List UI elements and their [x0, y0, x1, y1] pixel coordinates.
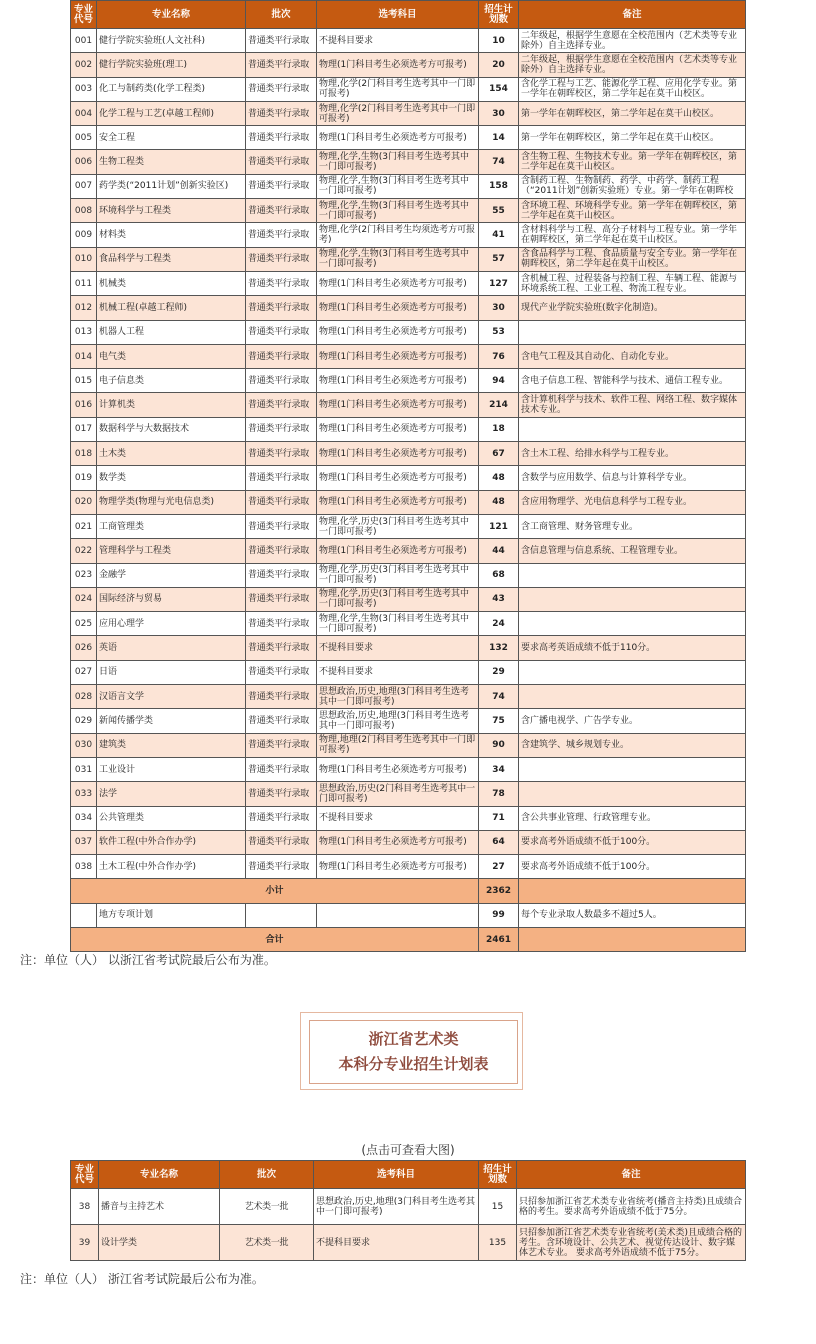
remark-cell — [519, 320, 746, 344]
subject-requirement-cell: 物理(1门科目考生必须选考方可报考) — [317, 344, 479, 368]
plan-count-cell: 48 — [479, 490, 519, 514]
major-name-cell: 公共管理类 — [97, 806, 246, 830]
total-label: 合计 — [71, 927, 479, 951]
plan-count-cell: 44 — [479, 539, 519, 563]
major-name-cell: 机械工程(卓越工程师) — [97, 296, 246, 320]
remark-cell: 第一学年在朝晖校区，第二学年起在莫干山校区。 — [519, 101, 746, 125]
remark-cell — [519, 879, 746, 903]
batch-cell: 普通类平行录取 — [246, 29, 317, 53]
remark-cell: 含工商管理、财务管理专业。 — [519, 514, 746, 538]
header-plan-count: 招生计划数 — [479, 1, 519, 29]
table-row — [71, 757, 746, 781]
major-name-cell: 国际经济与贸易 — [97, 587, 246, 611]
subject-requirement-cell: 不提科目要求 — [317, 660, 479, 684]
major-name-cell: 电气类 — [97, 344, 246, 368]
subject-requirement-cell: 物理,化学(2门科目考生选考其中一门即可报考) — [317, 77, 479, 101]
remark-cell — [519, 782, 746, 806]
plan-count-cell: 14 — [479, 126, 519, 150]
remark-cell — [519, 757, 746, 781]
major-name-cell: 法学 — [97, 782, 246, 806]
remark-cell: 第一学年在朝晖校区，第二学年起在莫干山校区。 — [519, 126, 746, 150]
major-code-cell: 009 — [71, 223, 97, 247]
table-row — [71, 514, 746, 538]
header-remark: 备注 — [517, 1161, 746, 1189]
plan-count-cell: 75 — [479, 709, 519, 733]
header-major-code: 专业代号 — [71, 1, 97, 29]
major-code-cell: 024 — [71, 587, 97, 611]
plan-count-cell: 71 — [479, 806, 519, 830]
major-code-cell: 023 — [71, 563, 97, 587]
subject-requirement-cell: 物理,地理(2门科目考生选考其中一门即可报考) — [317, 733, 479, 757]
subject-requirement-cell: 物理,化学(2门科目考生均须选考方可报考) — [317, 223, 479, 247]
local-plan-count: 99 — [479, 903, 519, 927]
plan-count-cell: 29 — [479, 660, 519, 684]
table-row — [71, 636, 746, 660]
major-name-cell: 管理科学与工程类 — [97, 539, 246, 563]
plan-count-cell: 135 — [479, 1225, 517, 1261]
subject-requirement-cell: 思想政治,历史(2门科目考生选考其中一门即可报考) — [317, 782, 479, 806]
table-row — [71, 806, 746, 830]
major-code-cell: 38 — [71, 1189, 99, 1225]
remark-cell: 含广播电视学、广告学专业。 — [519, 709, 746, 733]
table-row — [71, 271, 746, 295]
plan-count-cell: 43 — [479, 587, 519, 611]
batch-cell: 普通类平行录取 — [246, 296, 317, 320]
major-name-cell: 药学类(“2011计划”创新实验区) — [97, 174, 246, 198]
major-name-cell: 建筑类 — [97, 733, 246, 757]
batch-cell: 普通类平行录取 — [246, 660, 317, 684]
major-name-cell: 健行学院实验班(人文社科) — [97, 29, 246, 53]
major-name-cell: 健行学院实验班(理工) — [97, 53, 246, 77]
subject-requirement-cell: 物理(1门科目考生必须选考方可报考) — [317, 442, 479, 466]
major-code-cell: 034 — [71, 806, 97, 830]
plan-count-cell: 15 — [479, 1189, 517, 1225]
subject-requirement-cell: 物理(1门科目考生必须选考方可报考) — [317, 539, 479, 563]
remark-cell — [519, 685, 746, 709]
plan-count-cell: 154 — [479, 77, 519, 101]
batch-cell: 普通类平行录取 — [246, 733, 317, 757]
subject-requirement-cell: 不提科目要求 — [314, 1225, 479, 1261]
major-code-cell: 004 — [71, 101, 97, 125]
batch-cell: 普通类平行录取 — [246, 490, 317, 514]
header-major-code: 专业代号 — [71, 1161, 99, 1189]
table-row — [71, 247, 746, 271]
note-unit-art: 注：单位（人） 浙江省考试院最后公布为准。 — [20, 1272, 264, 1286]
remark-cell: 要求高考外语成绩不低于100分。 — [519, 855, 746, 879]
major-code-cell: 025 — [71, 612, 97, 636]
major-name-cell: 机械类 — [97, 271, 246, 295]
major-code-cell: 021 — [71, 514, 97, 538]
subject-requirement-cell: 物理(1门科目考生必须选考方可报考) — [317, 757, 479, 781]
major-name-cell: 应用心理学 — [97, 612, 246, 636]
remark-cell: 含食品科学与工程、食品质量与安全专业。第一学年在朝晖校区，第二学年起在莫干山校区。 — [519, 247, 746, 271]
major-name-cell: 播音与主持艺术 — [99, 1189, 220, 1225]
batch-cell: 普通类平行录取 — [246, 126, 317, 150]
major-name-cell: 日语 — [97, 660, 246, 684]
major-code-cell: 017 — [71, 417, 97, 441]
major-code-cell: 014 — [71, 344, 97, 368]
batch-cell: 普通类平行录取 — [246, 247, 317, 271]
remark-cell: 含信息管理与信息系统、工程管理专业。 — [519, 539, 746, 563]
major-name-cell: 金融学 — [97, 563, 246, 587]
table-row — [71, 855, 746, 879]
remark-cell: 要求高考英语成绩不低于110分。 — [519, 636, 746, 660]
plan-count-cell: 18 — [479, 417, 519, 441]
major-code-cell: 038 — [71, 855, 97, 879]
plan-count-cell: 27 — [479, 855, 519, 879]
art-enrollment-plan-table[interactable] — [70, 1160, 746, 1261]
table-row — [71, 709, 746, 733]
major-code-cell: 39 — [71, 1225, 99, 1261]
remark-cell: 含制药工程、生物制药、药学、中药学、制药工程（“2011计划”创新实验班）专业。第一学年在朝晖校 — [519, 174, 746, 198]
major-code-cell: 022 — [71, 539, 97, 563]
batch-cell — [246, 903, 317, 927]
subject-requirement-cell — [317, 903, 479, 927]
plan-count-cell: 121 — [479, 514, 519, 538]
major-name-cell: 物理学类(物理与光电信息类) — [97, 490, 246, 514]
major-name-cell: 生物工程类 — [97, 150, 246, 174]
batch-cell: 艺术类一批 — [220, 1189, 314, 1225]
table-header-row — [71, 1161, 746, 1189]
plan-count-cell: 30 — [479, 101, 519, 125]
subject-requirement-cell: 物理,化学(2门科目考生选考其中一门即可报考) — [317, 101, 479, 125]
remark-cell: 含建筑学、城乡规划专业。 — [519, 733, 746, 757]
batch-cell: 普通类平行录取 — [246, 563, 317, 587]
subject-requirement-cell: 不提科目要求 — [317, 636, 479, 660]
subject-requirement-cell: 思想政治,历史,地理(3门科目考生选考其中一门即可报考) — [314, 1189, 479, 1225]
subject-requirement-cell: 物理,化学,生物(3门科目考生选考其中一门即可报考) — [317, 612, 479, 636]
art-section-title-box — [300, 1012, 523, 1090]
batch-cell: 普通类平行录取 — [246, 369, 317, 393]
plan-count-cell: 55 — [479, 199, 519, 223]
header-major-name: 专业名称 — [99, 1161, 220, 1189]
batch-cell: 普通类平行录取 — [246, 636, 317, 660]
major-name-cell: 化学工程与工艺(卓越工程师) — [97, 101, 246, 125]
table-row — [71, 223, 746, 247]
plan-count-cell: 68 — [479, 563, 519, 587]
subject-requirement-cell: 物理,化学,历史(3门科目考生选考其中一门即可报考) — [317, 587, 479, 611]
plan-count-cell: 90 — [479, 733, 519, 757]
art-title-line2: 本科分专业招生计划表 — [338, 1055, 489, 1073]
major-name-cell: 计算机类 — [97, 393, 246, 417]
batch-cell: 普通类平行录取 — [246, 514, 317, 538]
batch-cell: 普通类平行录取 — [246, 709, 317, 733]
subject-requirement-cell: 物理(1门科目考生必须选考方可报考) — [317, 271, 479, 295]
subtotal-label: 小计 — [71, 879, 479, 903]
batch-cell: 普通类平行录取 — [246, 77, 317, 101]
plan-count-cell: 76 — [479, 344, 519, 368]
subject-requirement-cell: 物理,化学,历史(3门科目考生选考其中一门即可报考) — [317, 563, 479, 587]
batch-cell: 艺术类一批 — [220, 1225, 314, 1261]
table-row — [71, 587, 746, 611]
remark-cell: 含计算机科学与技术、软件工程、网络工程、数字媒体技术专业。 — [519, 393, 746, 417]
batch-cell: 普通类平行录取 — [246, 782, 317, 806]
table-row — [71, 539, 746, 563]
plan-count-cell: 48 — [479, 466, 519, 490]
major-name-cell: 机器人工程 — [97, 320, 246, 344]
subject-requirement-cell: 物理,化学,生物(3门科目考生选考其中一门即可报考) — [317, 150, 479, 174]
batch-cell: 普通类平行录取 — [246, 150, 317, 174]
major-code-cell: 002 — [71, 53, 97, 77]
subject-requirement-cell: 物理(1门科目考生必须选考方可报考) — [317, 830, 479, 854]
remark-cell — [519, 417, 746, 441]
major-name-cell: 软件工程(中外合作办学) — [97, 830, 246, 854]
remark-cell: 含电子信息工程、智能科学与技术、通信工程专业。 — [519, 369, 746, 393]
major-code-cell: 007 — [71, 174, 97, 198]
major-code-cell: 012 — [71, 296, 97, 320]
plan-count-cell: 127 — [479, 271, 519, 295]
major-code-cell — [71, 903, 97, 927]
header-batch: 批次 — [246, 1, 317, 29]
major-name-cell: 工商管理类 — [97, 514, 246, 538]
major-name-cell: 工业设计 — [97, 757, 246, 781]
table-row — [71, 296, 746, 320]
plan-count-cell: 30 — [479, 296, 519, 320]
major-name-cell: 英语 — [97, 636, 246, 660]
subtotal-row — [71, 879, 746, 903]
major-code-cell: 003 — [71, 77, 97, 101]
major-name-cell: 设计学类 — [99, 1225, 220, 1261]
batch-cell: 普通类平行录取 — [246, 271, 317, 295]
major-code-cell: 006 — [71, 150, 97, 174]
major-name-cell: 食品科学与工程类 — [97, 247, 246, 271]
major-code-cell: 020 — [71, 490, 97, 514]
batch-cell: 普通类平行录取 — [246, 223, 317, 247]
major-code-cell: 001 — [71, 29, 97, 53]
header-batch: 批次 — [220, 1161, 314, 1189]
major-code-cell: 027 — [71, 660, 97, 684]
major-name-cell: 土木类 — [97, 442, 246, 466]
subject-requirement-cell: 物理(1门科目考生必须选考方可报考) — [317, 417, 479, 441]
table-row — [71, 830, 746, 854]
batch-cell: 普通类平行录取 — [246, 466, 317, 490]
table-row — [71, 53, 746, 77]
batch-cell: 普通类平行录取 — [246, 320, 317, 344]
table-row — [71, 733, 746, 757]
header-remark: 备注 — [519, 1, 746, 29]
table-row — [71, 150, 746, 174]
remark-cell — [519, 587, 746, 611]
batch-cell: 普通类平行录取 — [246, 539, 317, 563]
remark-cell: 含数学与应用数学、信息与计算科学专业。 — [519, 466, 746, 490]
major-name-cell: 汉语言文学 — [97, 685, 246, 709]
remark-cell — [519, 563, 746, 587]
table-row — [71, 1225, 746, 1261]
major-code-cell: 005 — [71, 126, 97, 150]
remark-cell: 二年级起，根据学生意愿在全校范围内（艺术类等专业除外）自主选择专业。 — [519, 53, 746, 77]
remark-cell: 含电气工程及其自动化、自动化专业。 — [519, 344, 746, 368]
remark-cell — [519, 927, 746, 951]
major-code-cell: 015 — [71, 369, 97, 393]
major-code-cell: 010 — [71, 247, 97, 271]
plan-count-cell: 34 — [479, 757, 519, 781]
remark-cell: 二年级起，根据学生意愿在全校范围内（艺术类等专业除外）自主选择专业。 — [519, 29, 746, 53]
remark-cell: 要求高考外语成绩不低于100分。 — [519, 830, 746, 854]
subject-requirement-cell: 物理(1门科目考生必须选考方可报考) — [317, 296, 479, 320]
batch-cell: 普通类平行录取 — [246, 442, 317, 466]
subject-requirement-cell: 物理(1门科目考生必须选考方可报考) — [317, 466, 479, 490]
table-row — [71, 442, 746, 466]
major-name-cell: 化工与制药类(化学工程类) — [97, 77, 246, 101]
table-row — [71, 320, 746, 344]
table-row — [71, 174, 746, 198]
batch-cell: 普通类平行录取 — [246, 806, 317, 830]
table-row — [71, 29, 746, 53]
plan-count-cell: 74 — [479, 150, 519, 174]
subject-requirement-cell: 思想政治,历史,地理(3门科目考生选考其中一门即可报考) — [317, 709, 479, 733]
local-plan-remark: 每个专业录取人数最多不超过5人。 — [519, 903, 746, 927]
remark-cell: 只招参加浙江省艺术类专业省统考(美术类)且成绩合格的考生。含环境设计、公共艺术、视觉传达设计、数字媒体艺术专业。 要求高考外语成绩不低于75分。 — [517, 1225, 746, 1261]
table-row — [71, 563, 746, 587]
subject-requirement-cell: 思想政治,历史,地理(3门科目考生选考其中一门即可报考) — [317, 685, 479, 709]
major-code-cell: 013 — [71, 320, 97, 344]
subject-requirement-cell: 物理(1门科目考生必须选考方可报考) — [317, 53, 479, 77]
plan-count-cell: 67 — [479, 442, 519, 466]
batch-cell: 普通类平行录取 — [246, 855, 317, 879]
subject-requirement-cell: 不提科目要求 — [317, 806, 479, 830]
subtotal-count: 2362 — [479, 879, 519, 903]
remark-cell: 含机械工程、过程装备与控制工程、车辆工程、能源与环境系统工程、工业工程、物流工程专业。 — [519, 271, 746, 295]
batch-cell: 普通类平行录取 — [246, 344, 317, 368]
subject-requirement-cell: 物理(1门科目考生必须选考方可报考) — [317, 126, 479, 150]
major-code-cell: 016 — [71, 393, 97, 417]
plan-count-cell: 41 — [479, 223, 519, 247]
major-code-cell: 018 — [71, 442, 97, 466]
plan-count-cell: 94 — [479, 369, 519, 393]
subject-requirement-cell: 物理(1门科目考生必须选考方可报考) — [317, 490, 479, 514]
remark-cell: 含生物工程、生物技术专业。第一学年在朝晖校区，第二学年起在莫干山校区。 — [519, 150, 746, 174]
major-code-cell: 031 — [71, 757, 97, 781]
subject-requirement-cell: 物理,化学,生物(3门科目考生选考其中一门即可报考) — [317, 174, 479, 198]
major-code-cell: 028 — [71, 685, 97, 709]
header-plan-count: 招生计划数 — [479, 1161, 517, 1189]
plan-count-cell: 20 — [479, 53, 519, 77]
table-row — [71, 126, 746, 150]
table-row — [71, 466, 746, 490]
remark-cell — [519, 660, 746, 684]
remark-cell: 含环境工程、环境科学专业。第一学年在朝晖校区，第二学年起在莫干山校区。 — [519, 199, 746, 223]
table-row — [71, 685, 746, 709]
batch-cell: 普通类平行录取 — [246, 199, 317, 223]
plan-count-cell: 64 — [479, 830, 519, 854]
view-large-image-link[interactable]: (点击可查看大图) — [361, 1143, 455, 1157]
major-code-cell: 011 — [71, 271, 97, 295]
batch-cell: 普通类平行录取 — [246, 587, 317, 611]
major-name-cell: 材料类 — [97, 223, 246, 247]
major-code-cell: 033 — [71, 782, 97, 806]
local-plan-row — [71, 903, 746, 927]
remark-cell — [519, 612, 746, 636]
major-code-cell: 008 — [71, 199, 97, 223]
major-name-cell: 土木工程(中外合作办学) — [97, 855, 246, 879]
subject-requirement-cell: 物理,化学,生物(3门科目考生选考其中一门即可报考) — [317, 199, 479, 223]
note-unit: 注：单位（人） 以浙江省考试院最后公布为准。 — [20, 953, 276, 967]
major-code-cell: 029 — [71, 709, 97, 733]
plan-count-cell: 24 — [479, 612, 519, 636]
header-subject-requirement: 选考科目 — [317, 1, 479, 29]
subject-requirement-cell: 不提科目要求 — [317, 29, 479, 53]
major-code-cell: 037 — [71, 830, 97, 854]
plan-count-cell: 132 — [479, 636, 519, 660]
major-name-cell: 新闻传播学类 — [97, 709, 246, 733]
subject-requirement-cell: 物理(1门科目考生必须选考方可报考) — [317, 320, 479, 344]
plan-count-cell: 10 — [479, 29, 519, 53]
table-row — [71, 612, 746, 636]
remark-cell: 只招参加浙江省艺术类专业省统考(播音主持类)且成绩合格的考生。要求高考外语成绩不低于75分。 — [517, 1189, 746, 1225]
plan-count-cell: 78 — [479, 782, 519, 806]
batch-cell: 普通类平行录取 — [246, 757, 317, 781]
table-row — [71, 199, 746, 223]
header-major-name: 专业名称 — [97, 1, 246, 29]
total-count: 2461 — [479, 927, 519, 951]
art-title-line1: 浙江省艺术类 — [368, 1030, 459, 1048]
remark-cell: 含材料科学与工程、高分子材料与工程专业。第一学年在朝晖校区，第二学年起在莫干山校区。 — [519, 223, 746, 247]
table-row — [71, 660, 746, 684]
table-row — [71, 782, 746, 806]
table-header-row — [71, 1, 746, 29]
remark-cell: 含化学工程与工艺、能源化学工程、应用化学专业。第一学年在朝晖校区，第二学年起在莫干山校区。 — [519, 77, 746, 101]
major-name-cell: 电子信息类 — [97, 369, 246, 393]
remark-cell: 现代产业学院实验班(数字化制造)。 — [519, 296, 746, 320]
total-row — [71, 927, 746, 951]
remark-cell: 含应用物理学、光电信息科学与工程专业。 — [519, 490, 746, 514]
table-row — [71, 369, 746, 393]
batch-cell: 普通类平行录取 — [246, 101, 317, 125]
major-code-cell: 019 — [71, 466, 97, 490]
subject-requirement-cell: 物理,化学,历史(3门科目考生选考其中一门即可报考) — [317, 514, 479, 538]
remark-cell: 含土木工程、给排水科学与工程专业。 — [519, 442, 746, 466]
plan-count-cell: 53 — [479, 320, 519, 344]
batch-cell: 普通类平行录取 — [246, 174, 317, 198]
subject-requirement-cell: 物理(1门科目考生必须选考方可报考) — [317, 393, 479, 417]
major-code-cell: 030 — [71, 733, 97, 757]
major-name-cell: 数学类 — [97, 466, 246, 490]
table-row — [71, 490, 746, 514]
table-row — [71, 1189, 746, 1225]
major-name-cell: 安全工程 — [97, 126, 246, 150]
enrollment-plan-table — [70, 0, 746, 952]
batch-cell: 普通类平行录取 — [246, 830, 317, 854]
batch-cell: 普通类平行录取 — [246, 685, 317, 709]
table-row — [71, 417, 746, 441]
table-row — [71, 77, 746, 101]
subject-requirement-cell: 物理,化学,生物(3门科目考生选考其中一门即可报考) — [317, 247, 479, 271]
major-name-cell: 数据科学与大数据技术 — [97, 417, 246, 441]
subject-requirement-cell: 物理(1门科目考生必须选考方可报考) — [317, 369, 479, 393]
batch-cell: 普通类平行录取 — [246, 417, 317, 441]
plan-count-cell: 74 — [479, 685, 519, 709]
batch-cell: 普通类平行录取 — [246, 53, 317, 77]
batch-cell: 普通类平行录取 — [246, 393, 317, 417]
remark-cell: 含公共事业管理、行政管理专业。 — [519, 806, 746, 830]
local-plan-name: 地方专项计划 — [97, 903, 246, 927]
header-subject-requirement: 选考科目 — [314, 1161, 479, 1189]
table-row — [71, 101, 746, 125]
table-row — [71, 393, 746, 417]
major-code-cell: 026 — [71, 636, 97, 660]
batch-cell: 普通类平行录取 — [246, 612, 317, 636]
plan-count-cell: 214 — [479, 393, 519, 417]
subject-requirement-cell: 物理(1门科目考生必须选考方可报考) — [317, 855, 479, 879]
table-row — [71, 344, 746, 368]
plan-count-cell: 158 — [479, 174, 519, 198]
plan-count-cell: 57 — [479, 247, 519, 271]
major-name-cell: 环境科学与工程类 — [97, 199, 246, 223]
